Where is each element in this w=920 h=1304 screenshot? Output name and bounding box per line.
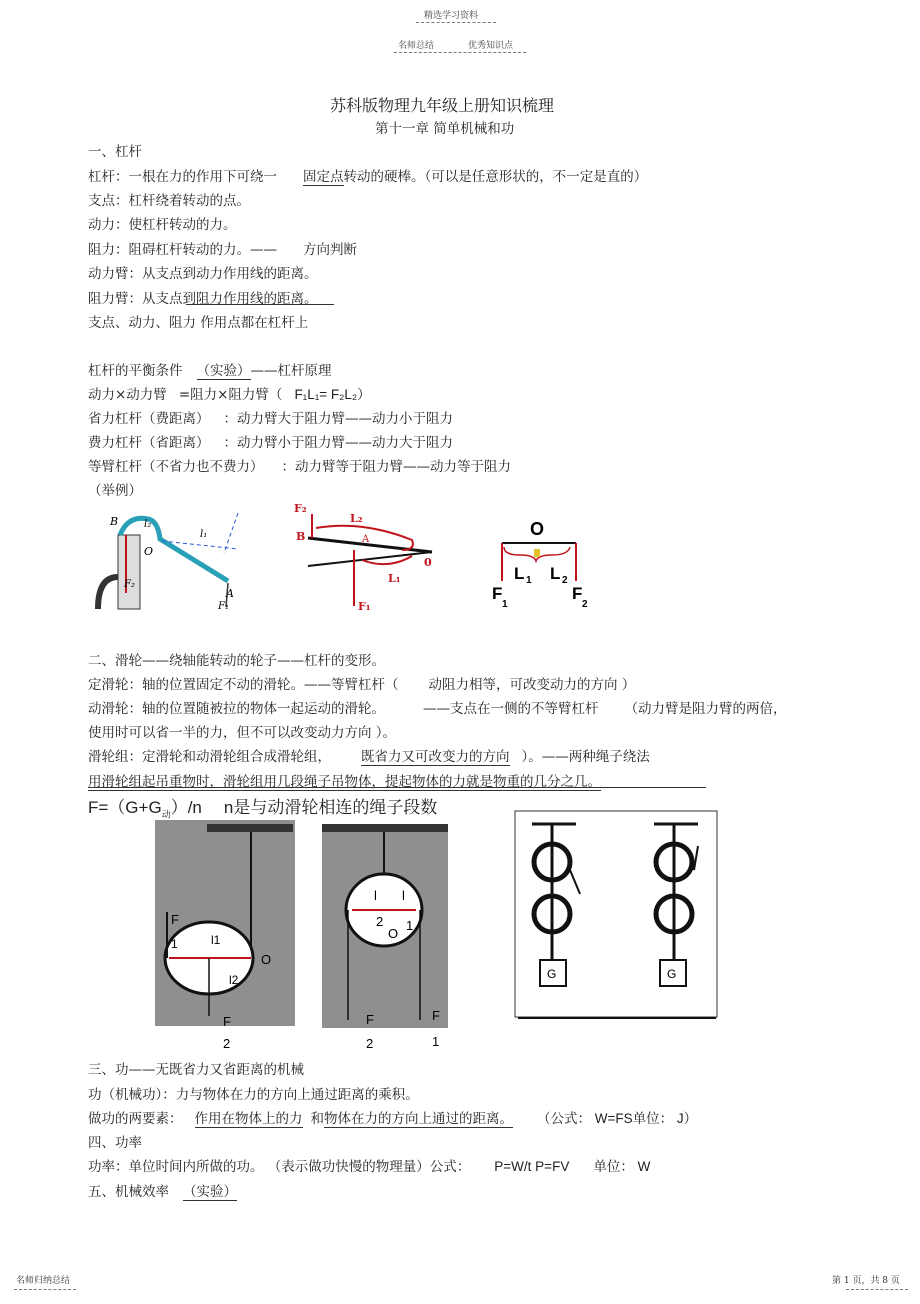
label-O: O	[530, 519, 545, 539]
ceiling	[207, 824, 293, 832]
label-F2: F₂	[124, 579, 135, 590]
label-l2: l2	[229, 973, 239, 987]
label-2: 2	[376, 914, 384, 929]
work-def: 功（机械功）：力与物体在力的方向上通过距离的乘积。	[88, 1087, 419, 1103]
label-1: 1	[171, 937, 178, 951]
label-L2: L₂	[350, 512, 363, 525]
label-l2: l₂	[144, 519, 152, 530]
label-O: O	[388, 926, 399, 941]
header-top: 精选学习资料	[424, 11, 479, 21]
pulley-formula: $F=(G+G_动)/n$ n是与动滑轮相连的绳子段数	[88, 798, 438, 820]
action-line	[224, 513, 238, 553]
label-l: l	[374, 888, 377, 903]
label-L2-sub: 2	[562, 575, 568, 586]
label-L1: L	[514, 564, 525, 583]
pivot	[534, 549, 540, 557]
label-A: A	[362, 534, 370, 545]
page-title: 苏科版物理九年级上册知识梳理	[330, 96, 555, 115]
fixed-pulley-figure	[322, 820, 456, 1052]
label-O: O	[261, 952, 272, 967]
power-def: 功率：单位时间内所做的功。 （表示做功快慢的物理量）公式： P=W/t P=FV 单位： W	[88, 1159, 651, 1175]
label-F1: F	[366, 1012, 374, 1027]
label-F1: F₁	[218, 601, 229, 612]
points-note: 支点、动力、阻力 作用点都在杠杆上	[88, 315, 309, 331]
label-F1: F₁	[358, 600, 371, 613]
pulley-block-figure	[514, 810, 720, 1024]
label-bottom-F: F	[223, 1014, 231, 1029]
label-F1-sub: 1	[502, 599, 508, 610]
section5-heading: 五、机械效率 （实验）	[88, 1184, 237, 1200]
label-l1: l1	[211, 933, 221, 947]
chapter-title: 第十一章 简单机械和功	[375, 121, 515, 137]
section3-heading: 三、功——无既省力又省距离的机械	[88, 1062, 304, 1078]
moving-pulley-cont: 使用时可以省一半的力，但不可以改变动力方向 ）。	[88, 725, 397, 741]
label-F2: F	[572, 584, 583, 603]
header-left: 名师总结	[398, 41, 435, 51]
footer-dashes	[14, 1289, 76, 1290]
lever-definition: 杠杆：一根在力的作用下可绕一 固定点转动的硬棒。（可以是任意形状的，不一定是直的）	[88, 169, 648, 185]
pulley-block: 滑轮组：定滑轮和动滑轮组合成滑轮组， 既省力又可改变力的方向 ）。——两种绳子绕法	[88, 749, 650, 765]
weight-1-label: G	[547, 967, 557, 981]
label-bottom-2: 2	[223, 1036, 231, 1051]
label-F1: F	[492, 584, 503, 603]
force-saving-lever: 省力杠杆（费距离） ：动力臂大于阻力臂——动力小于阻力	[88, 411, 453, 427]
label-1: 1	[406, 918, 414, 933]
label-F2: F₂	[294, 502, 307, 515]
label-bottom-2: 2	[366, 1036, 374, 1051]
label-L2: L	[550, 564, 561, 583]
rule-underline	[88, 787, 706, 788]
force-costing-lever: 费力杠杆（省距离） ：动力臂小于阻力臂——动力大于阻力	[88, 435, 453, 451]
effort-arm-def: 动力臂：从支点到动力作用线的距离。	[88, 266, 318, 282]
label-A: A	[226, 587, 234, 600]
effort-def: 动力：使杠杆转动的力。	[88, 217, 237, 233]
pipe	[118, 535, 140, 609]
section4-heading: 四、功率	[88, 1135, 142, 1151]
spout	[98, 577, 118, 609]
pulley-block-rule: 用滑轮组起吊重物时，滑轮组用几段绳子吊物体，提起物体的力就是物重的几分之几。	[88, 774, 601, 790]
balance-condition: 杠杆的平衡条件 （实验）——杠杆原理	[88, 363, 332, 379]
label-O: O	[144, 545, 154, 558]
resistance-def: 阻力：阻碍杠杆转动的力。—— 方向判断	[88, 242, 357, 258]
label-F2-sub: 2	[582, 599, 588, 610]
balance-formula: 动力×动力臂 =阻力×阻力臂（ F₁L₁= F₂L₂）	[88, 387, 371, 403]
equal-arm-lever: 等臂杠杆（不省力也不费力） ：动力臂等于阻力臂——动力等于阻力	[88, 459, 511, 475]
section1-heading: 一、杠杆	[88, 144, 142, 160]
header-dashes	[394, 52, 526, 53]
label-F2: F	[432, 1008, 440, 1023]
label-O: 0	[424, 556, 432, 569]
header-top-dashes	[416, 22, 496, 23]
footer-dashes-right	[846, 1289, 908, 1290]
header-right: 优秀知识点	[468, 41, 514, 51]
lever-figure-1	[88, 505, 256, 613]
page-number: 第 1 页，共 8 页	[832, 1276, 900, 1286]
work-elements: 做功的两要素： 作用在物体上的力 和物体在力的方向上通过的距离。 （公式： W=FS单位： J）	[88, 1111, 698, 1127]
resistance-arm-def: 阻力臂：从支点到阻力作用线的距离。	[88, 291, 318, 307]
label-B: B	[110, 515, 119, 528]
weight-2-label: G	[667, 967, 677, 981]
label-L1: L₁	[388, 572, 401, 585]
moving-pulley-figure	[155, 820, 301, 1052]
section2-heading: 二、滑轮——绕轴能转动的轮子——杠杆的变形。	[88, 653, 385, 669]
ceiling	[322, 824, 448, 832]
example-label: （举例）	[88, 483, 142, 499]
label-bottom-1: 1	[432, 1034, 440, 1049]
label-L1-sub: 1	[526, 575, 532, 586]
lever-figure-2	[292, 500, 442, 615]
footer-left: 名师归纳总结	[16, 1276, 71, 1286]
label-l1: l₁	[200, 529, 208, 540]
fixed-pulley: 定滑轮：轴的位置固定不动的滑轮。——等臂杠杆（ 动阻力相等，可改变动力的方向 ）	[88, 677, 636, 693]
lower-bar	[308, 552, 432, 566]
label-B: B	[296, 530, 306, 543]
lever-figure-3	[486, 515, 596, 610]
fulcrum-def: 支点：杠杆绕着转动的点。	[88, 193, 250, 209]
moving-pulley: 动滑轮：轴的位置随被拉的物体一起运动的滑轮。 ——支点在一侧的不等臂杠杆 （动力臂是阻力臂的两倍，	[88, 701, 787, 717]
label-l-2: l	[402, 888, 405, 903]
label-F: F	[171, 912, 179, 927]
resistance-arm-underline	[186, 304, 334, 305]
